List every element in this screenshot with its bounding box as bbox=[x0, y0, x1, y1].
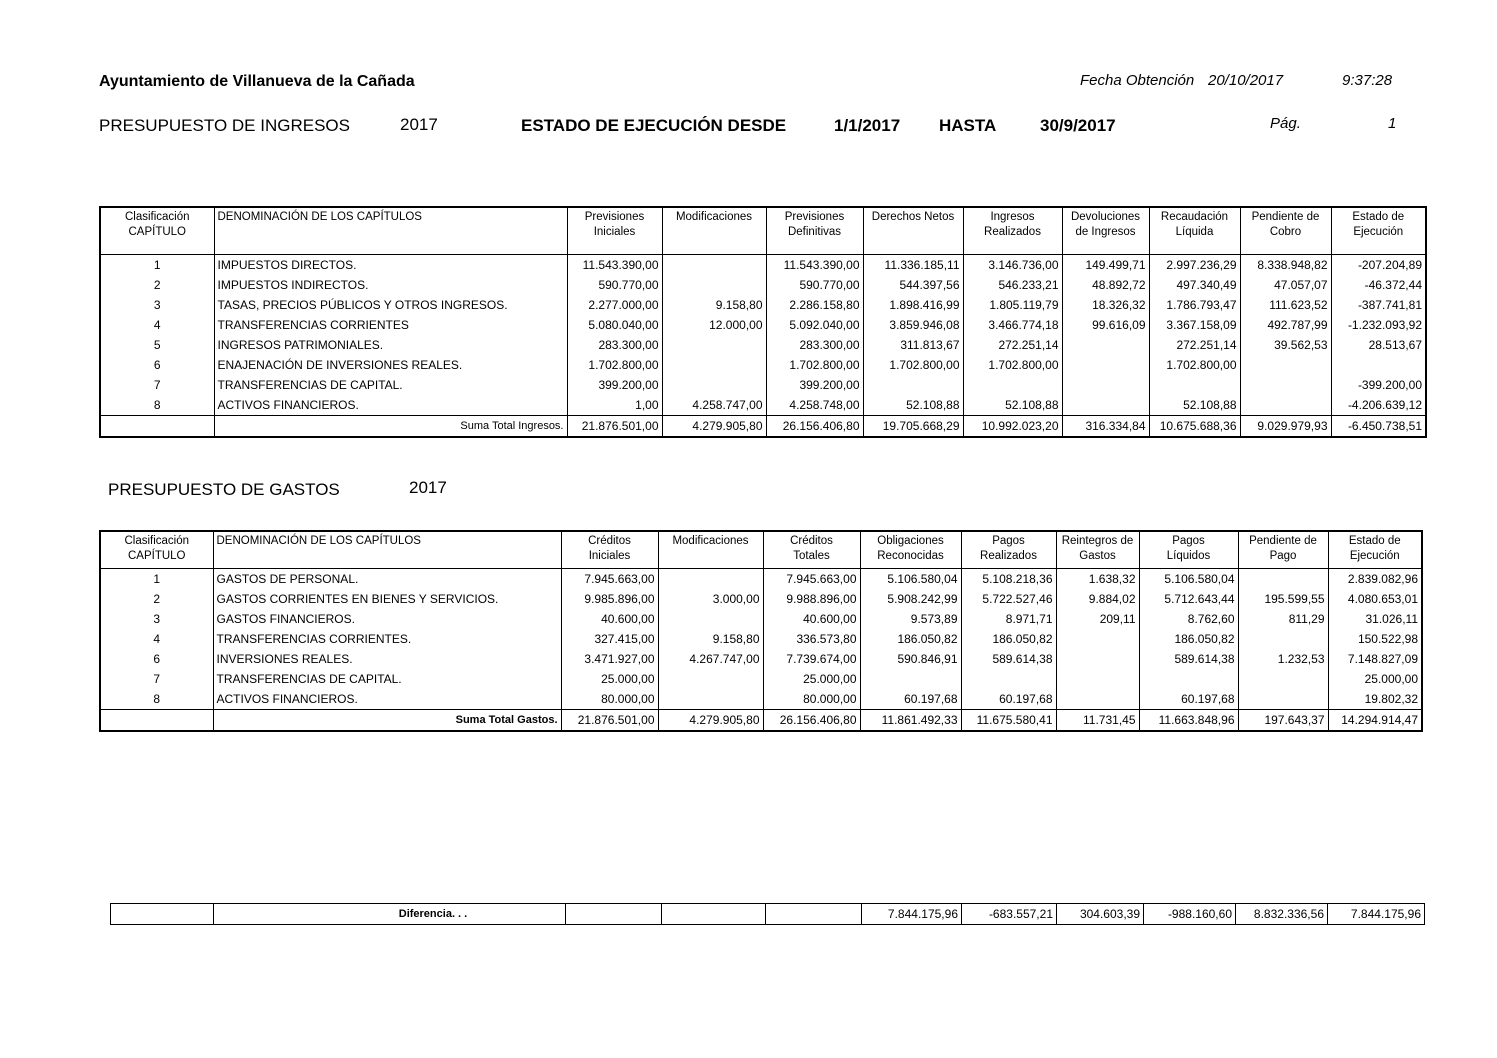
amount-cell bbox=[1238, 689, 1328, 710]
amount-cell: 31.026,11 bbox=[1328, 609, 1422, 629]
amount-cell: 497.340,49 bbox=[1149, 275, 1240, 295]
amount-cell: 1.702.800,00 bbox=[963, 355, 1062, 375]
amount-cell: 186.050,82 bbox=[961, 629, 1056, 649]
amount-cell: 11.543.390,00 bbox=[567, 254, 662, 275]
amount-cell: 3.859.946,08 bbox=[863, 315, 963, 335]
total-cell: 26.156.406,80 bbox=[766, 415, 863, 437]
amount-cell bbox=[1331, 355, 1426, 375]
amount-cell: 589.614,38 bbox=[1139, 649, 1238, 669]
amount-cell bbox=[1056, 649, 1139, 669]
amount-cell: 186.050,82 bbox=[1139, 629, 1238, 649]
diferencia-cell bbox=[662, 904, 766, 925]
chapter-name: TRANSFERENCIAS DE CAPITAL. bbox=[214, 375, 567, 395]
page-number: 1 bbox=[1388, 115, 1397, 132]
col-pendiente-cobro: Pendiente de Cobro bbox=[1240, 207, 1331, 254]
amount-cell: 1.702.800,00 bbox=[567, 355, 662, 375]
amount-cell: 272.251,14 bbox=[1149, 335, 1240, 355]
col-modificaciones: Modificaciones bbox=[662, 207, 766, 254]
diferencia-cell: 7.844.175,96 bbox=[862, 904, 962, 925]
total-cell: 21.876.501,00 bbox=[561, 709, 658, 731]
amount-cell: 327.415,00 bbox=[561, 629, 658, 649]
amount-cell: 5.908.242,99 bbox=[860, 589, 961, 609]
amount-cell: 3.367.158,09 bbox=[1149, 315, 1240, 335]
amount-cell: 8.338.948,82 bbox=[1240, 254, 1331, 275]
chapter-name: INGRESOS PATRIMONIALES. bbox=[214, 335, 567, 355]
amount-cell: 4.258.748,00 bbox=[766, 395, 863, 416]
amount-cell: 52.108,88 bbox=[863, 395, 963, 416]
amount-cell bbox=[658, 568, 763, 589]
gastos-total-row bbox=[100, 709, 1422, 731]
table-row bbox=[100, 589, 1422, 609]
col-obligaciones: Obligaciones Reconocidas bbox=[860, 531, 961, 568]
amount-cell bbox=[662, 254, 766, 275]
diferencia-cell: 304.603,39 bbox=[1057, 904, 1144, 925]
total-cell: 14.294.914,47 bbox=[1328, 709, 1422, 731]
total-cell: -6.450.738,51 bbox=[1331, 415, 1426, 437]
organization-name: Ayuntamiento de Villanueva de la Cañada bbox=[99, 73, 415, 90]
amount-cell: 60.197,68 bbox=[1139, 689, 1238, 710]
chapter-number: 7 bbox=[153, 377, 161, 392]
amount-cell: 4.267.747,00 bbox=[658, 649, 763, 669]
total-cell: 11.731,45 bbox=[1056, 709, 1139, 731]
chapter-number: 8 bbox=[153, 691, 161, 706]
fecha-value: 20/10/2017 bbox=[1208, 72, 1284, 89]
chapter-number: 1 bbox=[153, 257, 161, 272]
amount-cell: 3.000,00 bbox=[658, 589, 763, 609]
amount-cell: 80.000,00 bbox=[561, 689, 658, 710]
chapter-number: 3 bbox=[153, 611, 161, 626]
amount-cell: 9.158,80 bbox=[658, 629, 763, 649]
amount-cell: 590.770,00 bbox=[567, 275, 662, 295]
diferencia-cell bbox=[566, 904, 662, 925]
amount-cell bbox=[863, 375, 963, 395]
amount-cell: 546.233,21 bbox=[963, 275, 1062, 295]
amount-cell bbox=[1238, 669, 1328, 689]
gastos-header-row bbox=[100, 531, 1422, 568]
total-cell: 197.643,37 bbox=[1238, 709, 1328, 731]
page-label: Pág. bbox=[1270, 115, 1301, 132]
col-denominacion: DENOMINACIÓN DE LOS CAPÍTULOS bbox=[213, 531, 561, 568]
ingresos-table bbox=[99, 206, 1427, 438]
amount-cell: 186.050,82 bbox=[860, 629, 961, 649]
amount-cell bbox=[1062, 335, 1149, 355]
amount-cell: -387.741,81 bbox=[1331, 295, 1426, 315]
gastos-title: PRESUPUESTO DE GASTOS bbox=[108, 480, 340, 499]
table-row bbox=[100, 689, 1422, 710]
col-creditos-iniciales: Créditos Iniciales bbox=[561, 531, 658, 568]
col-modificaciones: Modificaciones bbox=[658, 531, 763, 568]
chapter-name: GASTOS FINANCIEROS. bbox=[213, 609, 561, 629]
ingresos-header-row bbox=[100, 207, 1426, 254]
amount-cell bbox=[1240, 395, 1331, 416]
col-pendiente-pago: Pendiente de Pago bbox=[1238, 531, 1328, 568]
table-row bbox=[100, 568, 1422, 589]
amount-cell: 811,29 bbox=[1238, 609, 1328, 629]
amount-cell: 1.702.800,00 bbox=[766, 355, 863, 375]
amount-cell: 7.739.674,00 bbox=[763, 649, 860, 669]
amount-cell: 3.146.736,00 bbox=[963, 254, 1062, 275]
table-row bbox=[100, 275, 1426, 295]
amount-cell bbox=[658, 689, 763, 710]
table-row bbox=[100, 335, 1426, 355]
amount-cell: 7.945.663,00 bbox=[561, 568, 658, 589]
total-spacer bbox=[100, 415, 214, 437]
diferencia-cell: -683.557,21 bbox=[962, 904, 1057, 925]
total-cell: 21.876.501,00 bbox=[567, 415, 662, 437]
amount-cell: 47.057,07 bbox=[1240, 275, 1331, 295]
chapter-name: ACTIVOS FINANCIEROS. bbox=[214, 395, 567, 416]
amount-cell bbox=[662, 375, 766, 395]
col-previsiones-iniciales: Previsiones Iniciales bbox=[567, 207, 662, 254]
amount-cell bbox=[1238, 629, 1328, 649]
total-cell: 11.675.580,41 bbox=[961, 709, 1056, 731]
amount-cell: 28.513,67 bbox=[1331, 335, 1426, 355]
col-reintegros: Reintegros de Gastos bbox=[1056, 531, 1139, 568]
amount-cell: 25.000,00 bbox=[1328, 669, 1422, 689]
amount-cell: 1,00 bbox=[567, 395, 662, 416]
ingresos-year: 2017 bbox=[400, 115, 438, 134]
amount-cell bbox=[961, 669, 1056, 689]
chapter-name: GASTOS DE PERSONAL. bbox=[213, 568, 561, 589]
amount-cell: 1.638,32 bbox=[1056, 568, 1139, 589]
amount-cell: 5.712.643,44 bbox=[1139, 589, 1238, 609]
amount-cell: 12.000,00 bbox=[662, 315, 766, 335]
chapter-name: IMPUESTOS INDIRECTOS. bbox=[214, 275, 567, 295]
table-row bbox=[100, 609, 1422, 629]
amount-cell: 11.543.390,00 bbox=[766, 254, 863, 275]
total-cell: 10.675.688,36 bbox=[1149, 415, 1240, 437]
amount-cell: 336.573,80 bbox=[763, 629, 860, 649]
amount-cell: 9.158,80 bbox=[662, 295, 766, 315]
amount-cell: -4.206.639,12 bbox=[1331, 395, 1426, 416]
amount-cell bbox=[1240, 375, 1331, 395]
chapter-number: 5 bbox=[153, 337, 161, 352]
chapter-number: 6 bbox=[153, 357, 161, 372]
amount-cell: 52.108,88 bbox=[1149, 395, 1240, 416]
amount-cell bbox=[860, 669, 961, 689]
amount-cell: -399.200,00 bbox=[1331, 375, 1426, 395]
amount-cell bbox=[658, 669, 763, 689]
amount-cell: 5.092.040,00 bbox=[766, 315, 863, 335]
col-derechos-netos: Derechos Netos bbox=[863, 207, 963, 254]
amount-cell: 8.971,71 bbox=[961, 609, 1056, 629]
amount-cell: 5.722.527,46 bbox=[961, 589, 1056, 609]
chapter-name: ACTIVOS FINANCIEROS. bbox=[213, 689, 561, 710]
amount-cell: 9.573,89 bbox=[860, 609, 961, 629]
amount-cell: 111.623,52 bbox=[1240, 295, 1331, 315]
amount-cell: 311.813,67 bbox=[863, 335, 963, 355]
amount-cell bbox=[1062, 375, 1149, 395]
hasta-label: HASTA bbox=[939, 116, 997, 135]
amount-cell: 40.600,00 bbox=[763, 609, 860, 629]
desde-value: 1/1/2017 bbox=[834, 116, 901, 135]
chapter-number: 1 bbox=[153, 571, 161, 586]
ingresos-title: PRESUPUESTO DE INGRESOS bbox=[99, 116, 350, 135]
amount-cell bbox=[662, 335, 766, 355]
amount-cell: 3.466.774,18 bbox=[963, 315, 1062, 335]
amount-cell: 272.251,14 bbox=[963, 335, 1062, 355]
amount-cell: 8.762,60 bbox=[1139, 609, 1238, 629]
amount-cell bbox=[1238, 568, 1328, 589]
amount-cell bbox=[963, 375, 1062, 395]
table-row bbox=[100, 649, 1422, 669]
amount-cell: 590.770,00 bbox=[766, 275, 863, 295]
amount-cell: 2.286.158,80 bbox=[766, 295, 863, 315]
amount-cell: 1.702.800,00 bbox=[1149, 355, 1240, 375]
table-row bbox=[100, 375, 1426, 395]
total-cell: 9.029.979,93 bbox=[1240, 415, 1331, 437]
chapter-number: 6 bbox=[153, 651, 161, 666]
chapter-number: 3 bbox=[153, 297, 161, 312]
amount-cell bbox=[658, 609, 763, 629]
amount-cell bbox=[662, 355, 766, 375]
amount-cell: 52.108,88 bbox=[963, 395, 1062, 416]
amount-cell: 4.080.653,01 bbox=[1328, 589, 1422, 609]
total-cell: 10.992.023,20 bbox=[963, 415, 1062, 437]
amount-cell: 40.600,00 bbox=[561, 609, 658, 629]
amount-cell: 11.336.185,11 bbox=[863, 254, 963, 275]
amount-cell: 590.846,91 bbox=[860, 649, 961, 669]
amount-cell bbox=[1240, 355, 1331, 375]
amount-cell: -207.204,89 bbox=[1331, 254, 1426, 275]
amount-cell: 99.616,09 bbox=[1062, 315, 1149, 335]
diferencia-label: Diferencia. . . bbox=[214, 904, 566, 925]
table-row bbox=[100, 669, 1422, 689]
chapter-name: TRANSFERENCIAS CORRIENTES bbox=[214, 315, 567, 335]
amount-cell bbox=[1056, 629, 1139, 649]
amount-cell: 9.988.896,00 bbox=[763, 589, 860, 609]
amount-cell: 2.997.236,29 bbox=[1149, 254, 1240, 275]
amount-cell: 18.326,32 bbox=[1062, 295, 1149, 315]
chapter-name: TRANSFERENCIAS DE CAPITAL. bbox=[213, 669, 561, 689]
table-row bbox=[100, 629, 1422, 649]
amount-cell: 5.106.580,04 bbox=[860, 568, 961, 589]
amount-cell: 1.898.416,99 bbox=[863, 295, 963, 315]
gastos-year: 2017 bbox=[409, 478, 447, 497]
chapter-name: TASAS, PRECIOS PÚBLICOS Y OTROS INGRESOS. bbox=[214, 295, 567, 315]
chapter-number: 4 bbox=[153, 631, 161, 646]
total-cell: 11.663.848,96 bbox=[1139, 709, 1238, 731]
col-pagos-liquidos: Pagos Líquidos bbox=[1139, 531, 1238, 568]
amount-cell: 589.614,38 bbox=[961, 649, 1056, 669]
total-cell: 19.705.668,29 bbox=[863, 415, 963, 437]
col-estado-ejecucion: Estado de Ejecución bbox=[1328, 531, 1422, 568]
amount-cell bbox=[1056, 669, 1139, 689]
table-row bbox=[100, 395, 1426, 416]
chapter-name: GASTOS CORRIENTES EN BIENES Y SERVICIOS. bbox=[213, 589, 561, 609]
amount-cell: 2.839.082,96 bbox=[1328, 568, 1422, 589]
diferencia-cell: 8.832.336,56 bbox=[1236, 904, 1328, 925]
amount-cell: 1.786.793,47 bbox=[1149, 295, 1240, 315]
hora-value: 9:37:28 bbox=[1342, 72, 1393, 89]
amount-cell: 5.108.218,36 bbox=[961, 568, 1056, 589]
amount-cell: 1.805.119,79 bbox=[963, 295, 1062, 315]
col-pagos-realizados: Pagos Realizados bbox=[961, 531, 1056, 568]
total-cell: 316.334,84 bbox=[1062, 415, 1149, 437]
amount-cell: 3.471.927,00 bbox=[561, 649, 658, 669]
amount-cell: 9.884,02 bbox=[1056, 589, 1139, 609]
chapter-number: 2 bbox=[153, 591, 161, 606]
amount-cell: 149.499,71 bbox=[1062, 254, 1149, 275]
chapter-name: INVERSIONES REALES. bbox=[213, 649, 561, 669]
ingresos-total-row bbox=[100, 415, 1426, 437]
amount-cell: 2.277.000,00 bbox=[567, 295, 662, 315]
amount-cell: 399.200,00 bbox=[766, 375, 863, 395]
amount-cell: 283.300,00 bbox=[567, 335, 662, 355]
col-creditos-totales: Créditos Totales bbox=[763, 531, 860, 568]
col-recaudacion: Recaudación Líquida bbox=[1149, 207, 1240, 254]
gastos-table bbox=[99, 530, 1423, 732]
amount-cell: 492.787,99 bbox=[1240, 315, 1331, 335]
col-estado-ejecucion: Estado de Ejecución bbox=[1331, 207, 1426, 254]
amount-cell bbox=[1062, 355, 1149, 375]
diferencia-cell bbox=[766, 904, 862, 925]
amount-cell: 1.702.800,00 bbox=[863, 355, 963, 375]
estado-label: ESTADO DE EJECUCIÓN DESDE bbox=[521, 116, 787, 135]
diferencia-spacer bbox=[111, 904, 214, 925]
amount-cell: -46.372,44 bbox=[1331, 275, 1426, 295]
amount-cell: 25.000,00 bbox=[763, 669, 860, 689]
col-previsiones-definitivas: Previsiones Definitivas bbox=[766, 207, 863, 254]
diferencia-table bbox=[110, 903, 1425, 925]
amount-cell: 39.562,53 bbox=[1240, 335, 1331, 355]
chapter-number: 4 bbox=[153, 317, 161, 332]
chapter-number: 7 bbox=[153, 671, 161, 686]
amount-cell: 25.000,00 bbox=[561, 669, 658, 689]
amount-cell bbox=[1056, 689, 1139, 710]
diferencia-cell: -988.160,60 bbox=[1144, 904, 1236, 925]
amount-cell: 5.106.580,04 bbox=[1139, 568, 1238, 589]
diferencia-cell: 7.844.175,96 bbox=[1328, 904, 1425, 925]
amount-cell: 60.197,68 bbox=[961, 689, 1056, 710]
table-row bbox=[100, 254, 1426, 275]
chapter-name: ENAJENACIÓN DE INVERSIONES REALES. bbox=[214, 355, 567, 375]
chapter-name: TRANSFERENCIAS CORRIENTES. bbox=[213, 629, 561, 649]
amount-cell: 48.892,72 bbox=[1062, 275, 1149, 295]
total-spacer bbox=[100, 709, 213, 731]
amount-cell: 7.945.663,00 bbox=[763, 568, 860, 589]
total-label: Suma Total Gastos. bbox=[213, 709, 561, 731]
amount-cell: 60.197,68 bbox=[860, 689, 961, 710]
amount-cell bbox=[1062, 395, 1149, 416]
total-cell: 11.861.492,33 bbox=[860, 709, 961, 731]
amount-cell: 544.397,56 bbox=[863, 275, 963, 295]
amount-cell: 150.522,98 bbox=[1328, 629, 1422, 649]
table-row bbox=[100, 295, 1426, 315]
chapter-number: 8 bbox=[153, 397, 161, 412]
amount-cell: 5.080.040,00 bbox=[567, 315, 662, 335]
chapter-name: IMPUESTOS DIRECTOS. bbox=[214, 254, 567, 275]
amount-cell: 209,11 bbox=[1056, 609, 1139, 629]
col-clasificacion: Clasificación CAPÍTULO bbox=[100, 531, 213, 568]
amount-cell: 195.599,55 bbox=[1238, 589, 1328, 609]
fecha-label: Fecha Obtención bbox=[1080, 72, 1195, 89]
col-ingresos-realizados: Ingresos Realizados bbox=[963, 207, 1062, 254]
amount-cell bbox=[1139, 669, 1238, 689]
amount-cell bbox=[1149, 375, 1240, 395]
amount-cell: -1.232.093,92 bbox=[1331, 315, 1426, 335]
amount-cell: 4.258.747,00 bbox=[662, 395, 766, 416]
col-devoluciones: Devoluciones de Ingresos bbox=[1062, 207, 1149, 254]
total-cell: 4.279.905,80 bbox=[658, 709, 763, 731]
amount-cell: 399.200,00 bbox=[567, 375, 662, 395]
amount-cell: 1.232,53 bbox=[1238, 649, 1328, 669]
amount-cell: 19.802,32 bbox=[1328, 689, 1422, 710]
diferencia-row bbox=[111, 904, 1425, 925]
col-clasificacion: Clasificación CAPÍTULO bbox=[100, 207, 214, 254]
amount-cell: 9.985.896,00 bbox=[561, 589, 658, 609]
amount-cell: 80.000,00 bbox=[763, 689, 860, 710]
col-denominacion: DENOMINACIÓN DE LOS CAPÍTULOS bbox=[214, 207, 567, 254]
total-label: Suma Total Ingresos. bbox=[214, 415, 567, 437]
amount-cell: 7.148.827,09 bbox=[1328, 649, 1422, 669]
total-cell: 4.279.905,80 bbox=[662, 415, 766, 437]
amount-cell bbox=[662, 275, 766, 295]
total-cell: 26.156.406,80 bbox=[763, 709, 860, 731]
table-row bbox=[100, 315, 1426, 335]
hasta-value: 30/9/2017 bbox=[1040, 116, 1116, 135]
amount-cell: 283.300,00 bbox=[766, 335, 863, 355]
chapter-number: 2 bbox=[153, 277, 161, 292]
table-row bbox=[100, 355, 1426, 375]
